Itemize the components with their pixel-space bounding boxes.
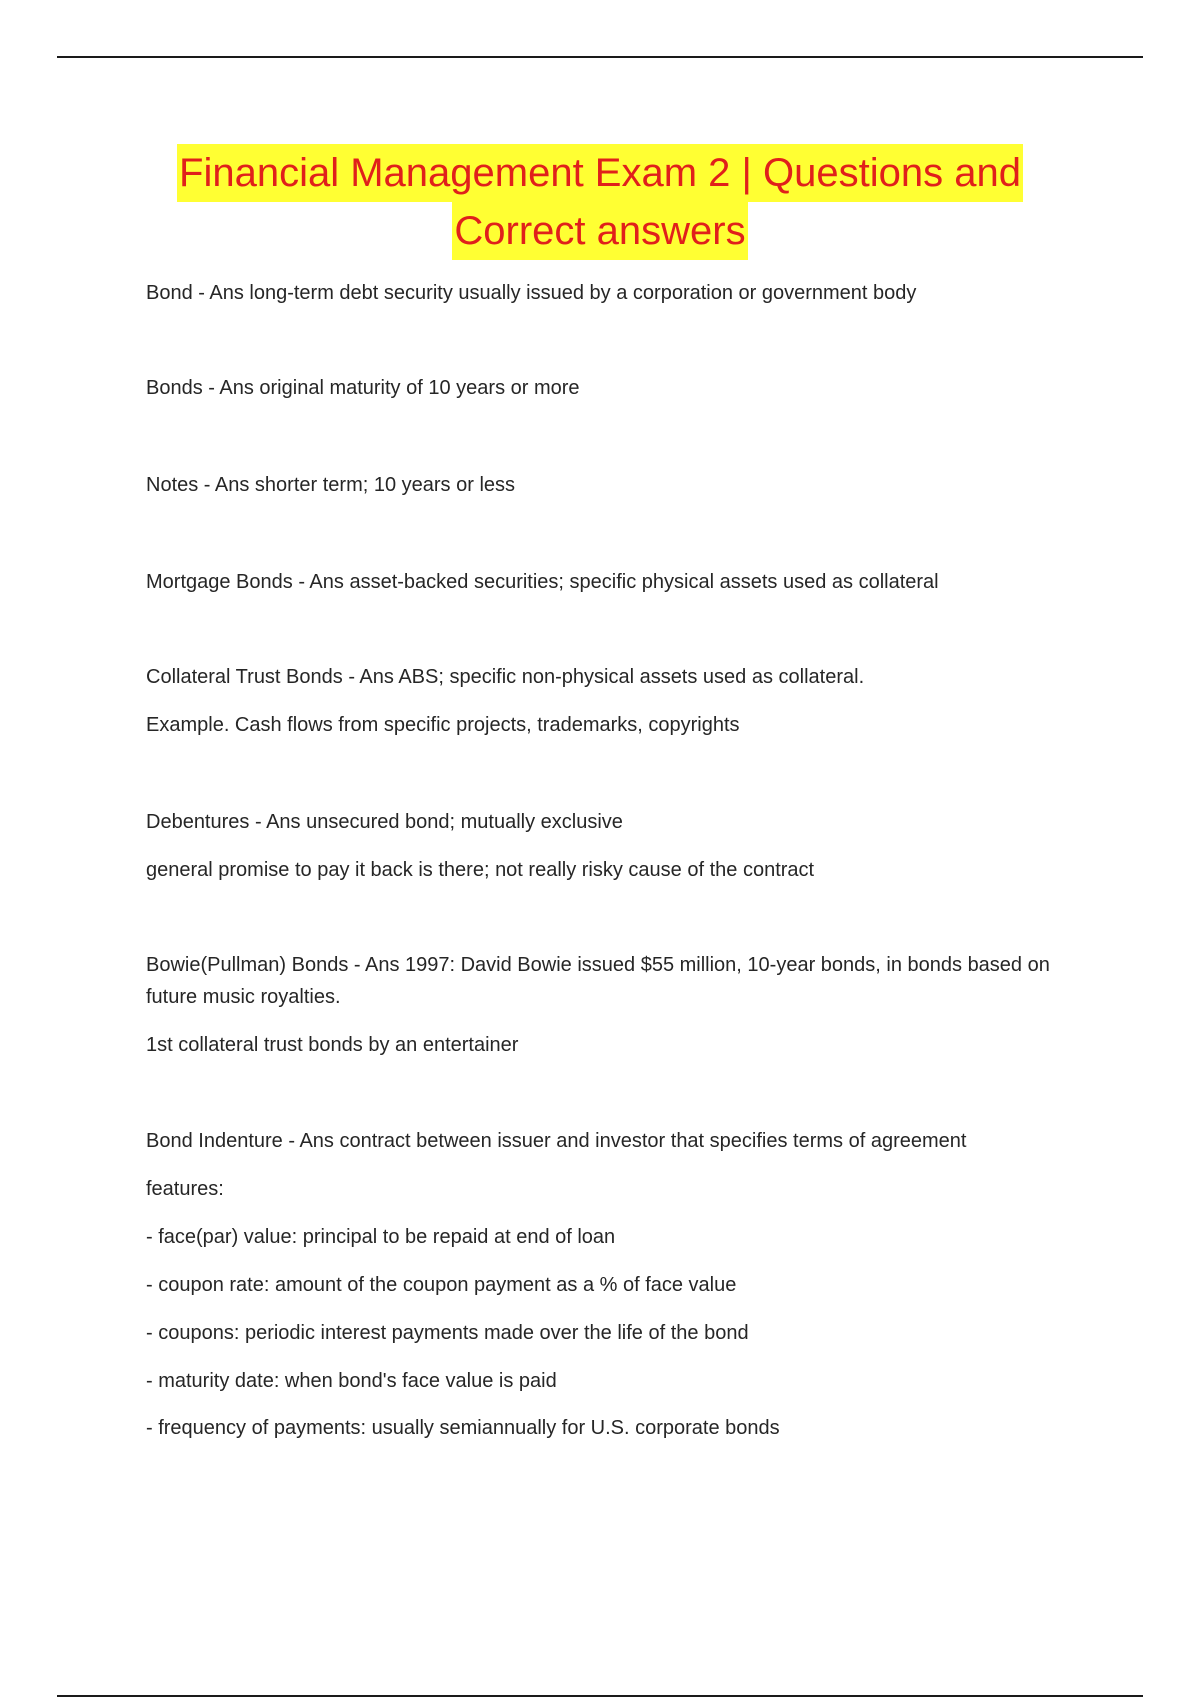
feature-coupons: - coupons: periodic interest payments made over the life of the bond bbox=[146, 1322, 749, 1344]
entry-collateral-trust-example: Example. Cash flows from specific projects, trademarks, copyrights bbox=[146, 714, 740, 736]
entry-mortgage-bonds: Mortgage Bonds - Ans asset-backed securities; specific physical assets used as collateral bbox=[146, 571, 939, 593]
feature-frequency-of-payments: - frequency of payments: usually semiannually for U.S. corporate bonds bbox=[146, 1417, 780, 1439]
entry-bowie-bonds: Bowie(Pullman) Bonds - Ans 1997: David Bowie issued $55 million, 10-year bonds, in bonds based on future music royalties. bbox=[146, 954, 1050, 1008]
top-rule bbox=[57, 56, 1143, 58]
feature-face-value: - face(par) value: principal to be repaid at end of loan bbox=[146, 1226, 616, 1248]
entry-debentures: Debentures - Ans unsecured bond; mutually exclusive bbox=[146, 811, 623, 833]
entry-debentures-note: general promise to pay it back is there; not really risky cause of the contract bbox=[146, 859, 815, 881]
entry-bond: Bond - Ans long-term debt security usually issued by a corporation or government body bbox=[146, 282, 917, 304]
entry-bonds: Bonds - Ans original maturity of 10 years or more bbox=[146, 377, 580, 399]
entry-notes: Notes - Ans shorter term; 10 years or less bbox=[146, 474, 516, 496]
title-line-2: Correct answers bbox=[452, 202, 747, 260]
document-title bbox=[57, 144, 1143, 260]
title-line-1: Financial Management Exam 2 | Questions and bbox=[177, 144, 1023, 202]
feature-coupon-rate: - coupon rate: amount of the coupon payment as a % of face value bbox=[146, 1274, 737, 1296]
entry-bond-indenture: Bond Indenture - Ans contract between issuer and investor that specifies terms of agreement bbox=[146, 1130, 967, 1152]
entry-bowie-note: 1st collateral trust bonds by an entertainer bbox=[146, 1034, 519, 1056]
feature-maturity-date: - maturity date: when bond's face value is paid bbox=[146, 1370, 557, 1392]
entry-features-heading: features: bbox=[146, 1178, 224, 1200]
bottom-rule bbox=[57, 1695, 1143, 1697]
entry-collateral-trust-bonds: Collateral Trust Bonds - Ans ABS; specific non-physical assets used as collateral. bbox=[146, 666, 865, 688]
